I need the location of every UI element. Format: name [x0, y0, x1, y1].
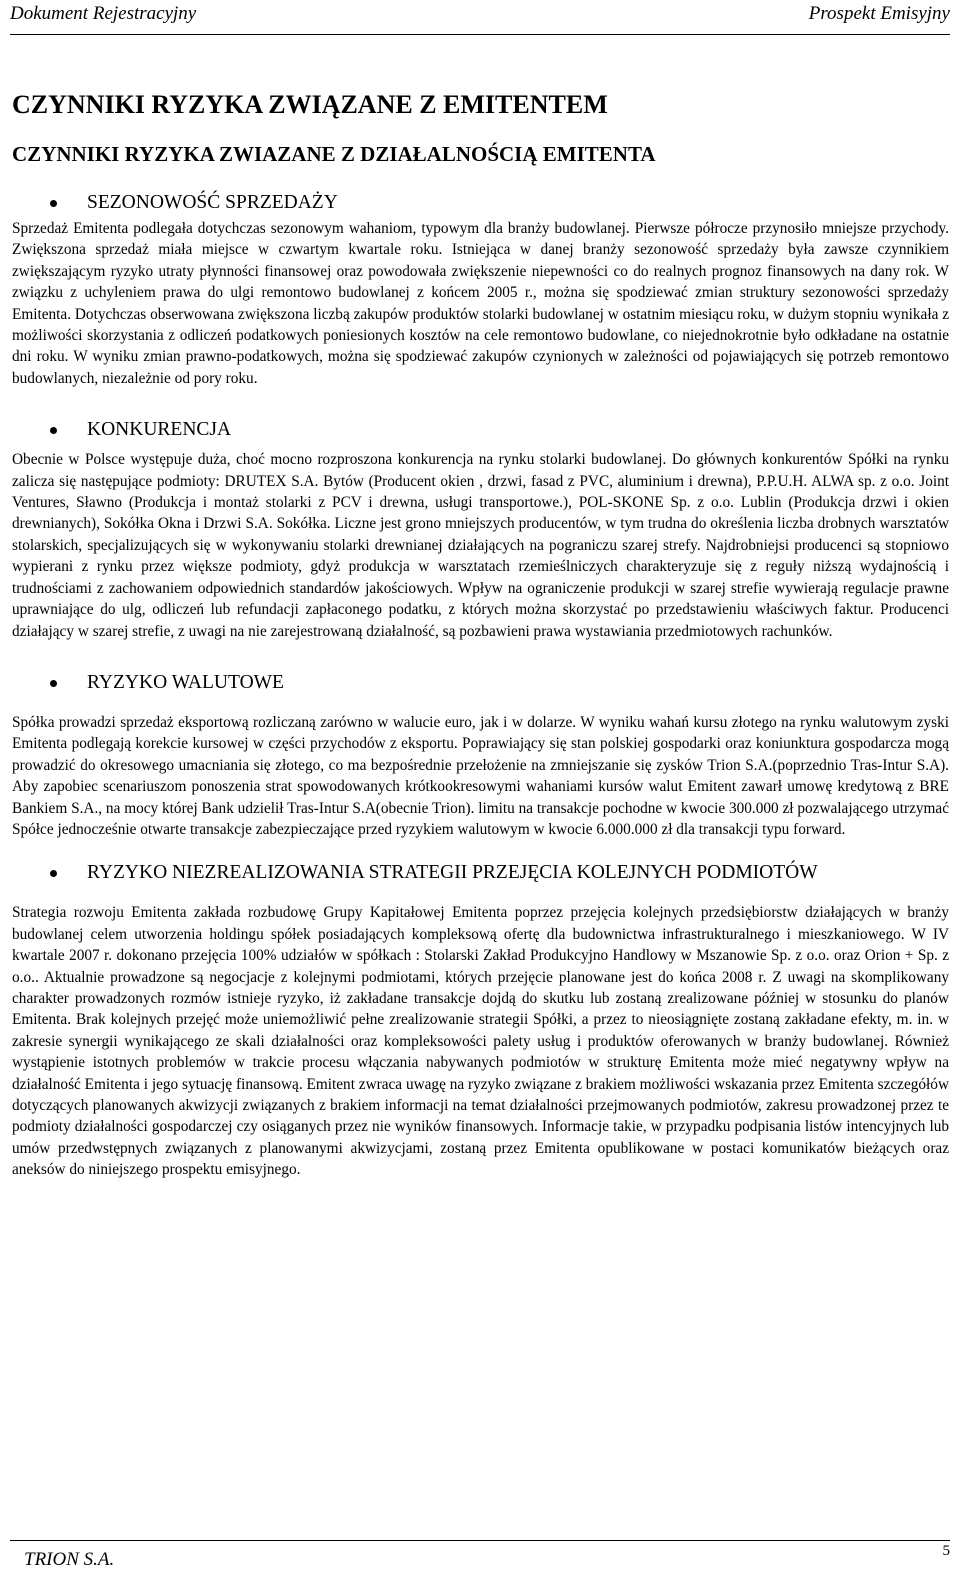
section-heading-text: RYZYKO WALUTOWE [87, 671, 284, 693]
section-heading-text: RYZYKO NIEZREALIZOWANIA STRATEGII PRZEJĘCIA KOLEJNYCH PODMIOTÓW [87, 862, 818, 884]
section-acquisition-strategy-risk [12, 860, 949, 1180]
section-heading [12, 860, 949, 886]
section-paragraph: Sprzedaż Emitenta podlegała dotychczas sezonowym wahaniom, typowym dla branży budowlanej. Pierwsze półrocze przynosiło mniejsze przychody. Zwiększona sprzedaż miała miejsce w czwartym kwartale roku. Istniejąca w danej branży sezonowość sprzedaży była zawsze czynnikiem zwiększającym ryzyko utraty płynności finansowej oraz powodowała zwiększenie niepewności co do realnych prognoz finansowych na dany rok. W związku z uchyleniem prawa do ulgi remontowo budowlanej z końcem 2005 r., można się spodziewać zmian struktury sezonowości sprzedaży Emitenta. Dotychczas obserwowana zwiększona liczbą zakupów produktów stolarki budowlanej w ostatnim miesiącu roku, w dużym stopniu wynikała z możliwości skorzystania z odliczeń podatkowych poniesionych kosztów na cele remontowo budowlane, co niejednokrotnie było odkładane na ostatnie dni roku. W wyniku zmian prawno-podatkowych, można się spodziewać zakupów czynionych w zależności od pojawiających się potrzeb remontowo budowlanych, niezależnie od pory roku. [12, 220, 949, 387]
bullet-icon [50, 200, 57, 207]
bullet-icon [50, 680, 57, 687]
section-heading-text: SEZONOWOŚĆ SPRZEDAŻY [87, 192, 338, 213]
section-heading [12, 190, 949, 216]
page-subtitle: CZYNNIKI RYZYKA ZWIAZANE Z DZIAŁALNOŚCIĄ EMITENTA [12, 142, 656, 166]
section-paragraph: Spółka prowadzi sprzedaż eksportową rozliczaną zarówno w walucie euro, jak i w dolarze. W wyniku wahań kursu złotego na rynku walutowym zyski Emitenta podlegają korekcie kursowej w części przychodów z eksportu. Poprawiający się stan polskiej gospodarki oraz koniunktura gospodarcza mogą prowadzić do okresowego umacniania się złotego, co ma bezpośrednie przełożenie na zmniejszanie się zysków Trion S.A.(poprzednio Tras-Intur S.A). Aby zapobiec scenariuszom ponoszenia strat spowodowanych krótkookresowymi wahaniami kursów walut Emitent zawarł umowę kredytową z BRE Bankiem S.A., na mocy której Bank udzielił Tras-Intur S.A(obecnie Trion). limitu na transakcje pochodne w kwocie 300.000 zł pozwalającego utrzymać Spółce jednocześnie otwarte transakcje zabezpieczające przed ryzykiem walutowym w kwocie 6.000.000 zł dla transakcji typu forward. [12, 713, 949, 838]
section-heading-text: KONKURENCJA [87, 419, 232, 441]
section-paragraph: Strategia rozwoju Emitenta zakłada rozbudowę Grupy Kapitałowej Emitenta poprzez przejęcia kolejnych przedsiębiorstw działających w branży budowlanej celem utworzenia holdingu spółek posiadających kompleksową ofertę dla budownictwa infrastrukturalnego i mieszkaniowego. W IV kwartale 2007 r. dokonano przejęcia 100% udziałów w spółkach : Stolarski Zakład Produkcyjno Handlowy w Mszanowie Sp. z o.o. oraz Orion + Sp. z o.o.. Aktualnie prowadzone są negocjacje z kolejnymi podmiotami, których przejęcie planowane jest do końca 2008 r. Z uwagi na skomplikowany charakter prowadzonych rozmów istnieje ryzyko, iż zakładane transakcje dojdą do skutku lub zostaną zrealizowane później w stosunku do planów Emitenta. Brak kolejnych przejęć może uniemożliwić pełne zrealizowanie strategii Spółki, a przez to nieosiągnięte zostaną zakładane efekty, m. in. w zakresie synergii wynikającego ze skali działalności oraz kompleksowości palety usług i produktów oferowanych w branży budowlanej. Również wystąpienie istotnych problemów w trakcie procesu włączania nabywanych podmiotów w strukturę Emitenta może mieć negatywny wpływ na działalność Emitenta i jego sytuację finansową. Emitent zwraca uwagę na ryzyko związane z brakiem możliwości wskazania przez Emitenta szczegółów dotyczących planowanych akwizycji związanych z brakiem informacji na temat działalności przejmowanych podmiotów, zakresu prowadzonej przez te podmioty działalności gospodarczej czy osiąganych przez nie wyników finansowych. Informacje takie, w przypadku podpisania listów intencyjnych lub umów przedwstępnych związanych z planowanymi akwizycjami, zostaną przez Emitenta opublikowane w postaci komunikatów bieżących oraz aneksów do niniejszego prospektu emisyjnego. [12, 904, 949, 1179]
footer-company-name: TRION S.A. [24, 1549, 115, 1570]
document-body [12, 88, 949, 1181]
page-title: CZYNNIKI RYZYKA ZWIĄZANE Z EMITENTEM [12, 90, 608, 119]
page-header [10, 0, 950, 35]
header-document-type: Dokument Rejestracyjny [10, 3, 197, 24]
bullet-icon [50, 870, 57, 877]
bullet-icon [50, 427, 57, 434]
page-footer [10, 1540, 950, 1570]
section-paragraph: Obecnie w Polsce występuje duża, choć mocno rozproszona konkurencja na rynku stolarki budowlanej. Do głównych konkurentów Spółki na rynku zalicza się następujące podmioty: DRUTEX S.A. Bytów (Producent okien , drzwi, fasad z PVC, aluminium i drewna), P.P.U.H. ALWA sp. z o.o. Joint Ventures, Sławno (Produkcja i montaż stolarki z PCV i drewna, usługi transportowe.), POL-SKONE Sp. z o.o. Lublin (Produkcja drzwi i okien drewnianych), Sokółka Okna i Drzwi S.A. Sokółka. Liczne jest grono mniejszych producentów, w tym trudna do określenia liczba drobnych warsztatów stolarskich, specjalizujących się w wykonywaniu stolarki drewnianej działających na pograniczu szarej strefy. Najdrobniejsi producenci są stopniowo wypierani z rynku przez większe podmioty, gdyż produkcja w warsztatach rzemieślniczych charakteryzuje się z reguły niższą wydajnością i trudnościami z zachowaniem odpowiednich standardów jakościowych. Wpływ na ograniczenie produkcji w szarej strefie wywierają regulacje prawne uprawniające do ulg, odliczeń lub refundacji zapłaconego podatku, z których można skorzystać po przedstawieniu właściwych faktur. Producenci działający w szarej strefie, z uwagi na nie zarejestrowaną działalność, są pozbawieni prawa wystawiania przedmiotowych rachunków. [12, 451, 949, 640]
page-number: 5 [942, 1543, 950, 1559]
section-currency-risk [12, 670, 949, 840]
header-prospectus-label: Prospekt Emisyjny [808, 3, 950, 24]
section-heading [12, 417, 949, 443]
section-competition [12, 417, 949, 642]
section-seasonality [12, 190, 949, 389]
section-heading [12, 670, 949, 696]
